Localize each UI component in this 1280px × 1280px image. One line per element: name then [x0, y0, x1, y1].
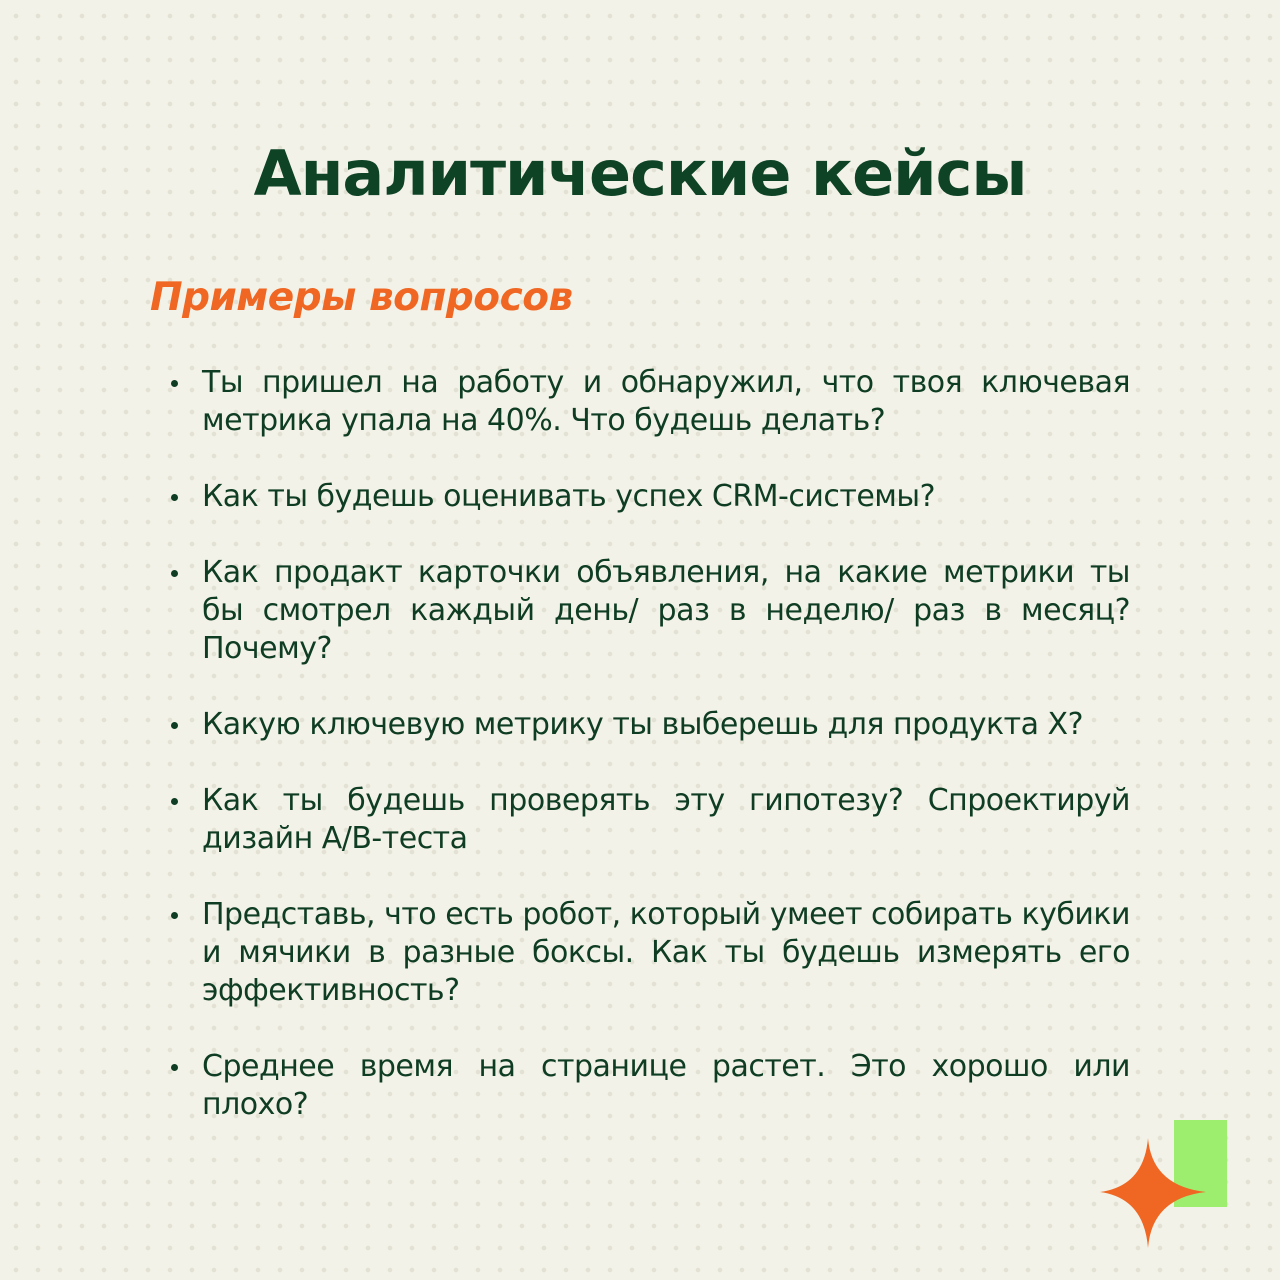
list-item	[164, 554, 1130, 668]
list-item	[164, 706, 1130, 744]
bullet-icon	[171, 494, 178, 501]
list-item	[164, 782, 1130, 858]
bullet-icon	[171, 380, 178, 387]
bullet-icon	[171, 912, 178, 919]
bullet-icon	[171, 722, 178, 729]
section-subtitle: Примеры вопросов	[150, 275, 573, 320]
question-text: Среднее время на странице растет. Это хорошо или плохо?	[202, 1049, 1130, 1122]
decoration-graphic	[1096, 1116, 1230, 1250]
bullet-icon	[171, 798, 178, 805]
list-item	[164, 364, 1130, 440]
question-text: Как продакт карточки объявления, на какие метрики ты бы смотрел каждый день/ раз в неделю/ раз в месяц? Почему?	[202, 555, 1130, 666]
bullet-icon	[171, 570, 178, 577]
question-text: Как ты будешь оценивать успех CRM-системы?	[202, 479, 936, 514]
list-item	[164, 1048, 1130, 1124]
list-item	[164, 896, 1130, 1010]
list-item	[164, 478, 1130, 516]
question-text: Как ты будешь проверять эту гипотезу? Спроектируй дизайн A/B-теста	[202, 783, 1130, 856]
question-text: Какую ключевую метрику ты выберешь для продукта X?	[202, 707, 1084, 742]
page-title: Аналитические кейсы	[253, 137, 1027, 210]
bullet-icon	[171, 1064, 178, 1071]
questions-list	[164, 364, 1130, 1162]
question-text: Ты пришел на работу и обнаружил, что твоя ключевая метрика упала на 40%. Что будешь делать?	[202, 365, 1130, 438]
question-text: Представь, что есть робот, который умеет собирать кубики и мячики в разные боксы. Как ты будешь измерять его эффективность?	[202, 897, 1130, 1008]
